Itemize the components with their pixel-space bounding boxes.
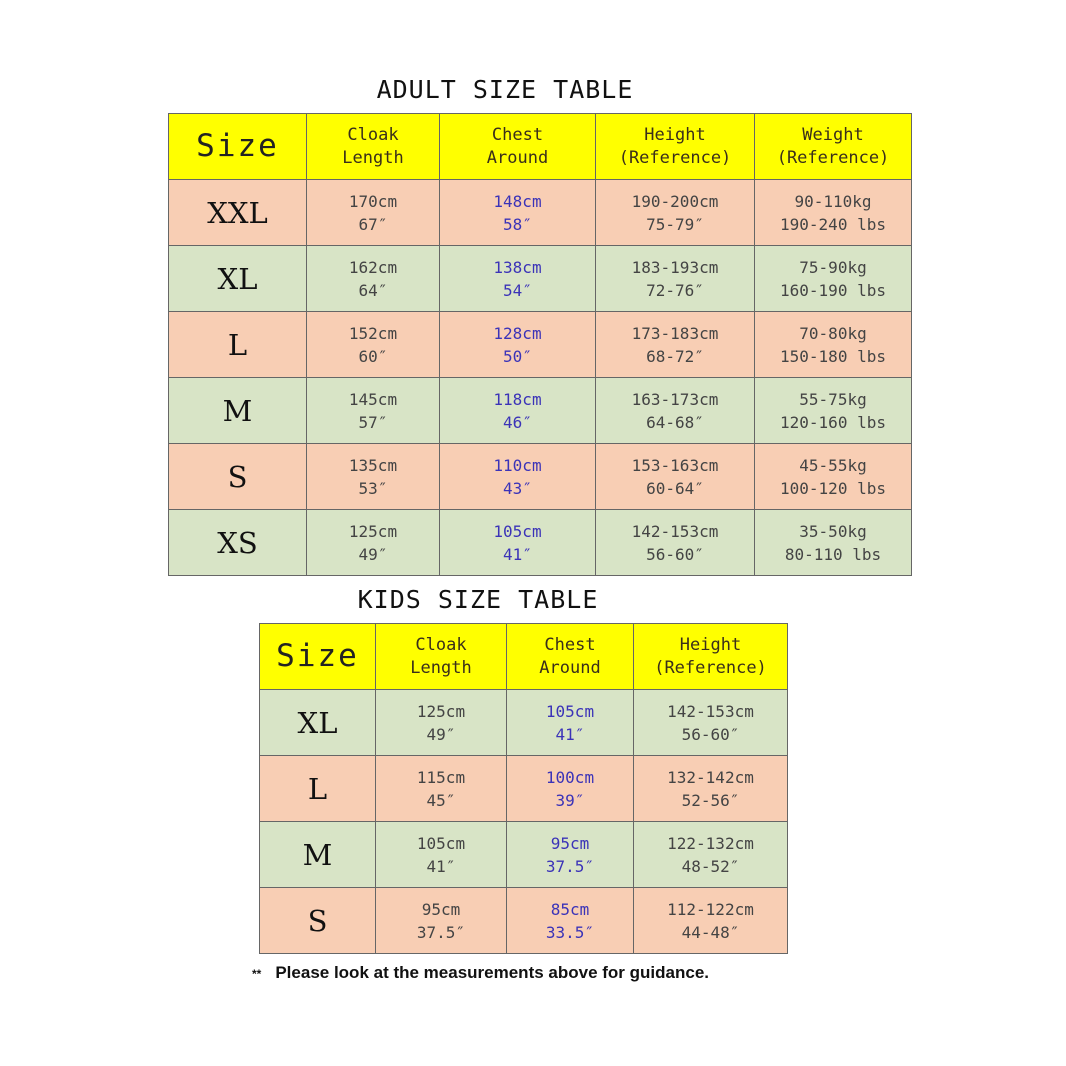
adult-chest-cell: 128cm 50″ (440, 312, 596, 378)
kids-cloak-cell: 105cm 41″ (376, 822, 507, 888)
adult-row-m (169, 378, 912, 444)
adult-cloak-header: Cloak Length (307, 114, 440, 180)
adult-height-cell: 163-173cm 64-68″ (596, 378, 755, 444)
adult-weight-cell: 75-90kg 160-190 lbs (755, 246, 912, 312)
kids-size-cell: M (260, 822, 376, 888)
kids-row-s (260, 888, 788, 954)
kids-size-cell: XL (260, 690, 376, 756)
adult-chest-cell: 110cm 43″ (440, 444, 596, 510)
kids-cloak-header: Cloak Length (376, 624, 507, 690)
kids-height-header: Height (Reference) (634, 624, 788, 690)
adult-height-cell: 183-193cm 72-76″ (596, 246, 755, 312)
kids-size-cell: S (260, 888, 376, 954)
adult-cloak-cell: 135cm 53″ (307, 444, 440, 510)
kids-height-cell: 142-153cm 56-60″ (634, 690, 788, 756)
adult-height-cell: 142-153cm 56-60″ (596, 510, 755, 576)
adult-height-header: Height (Reference) (596, 114, 755, 180)
adult-chest-cell: 118cm 46″ (440, 378, 596, 444)
kids-chest-cell: 100cm 39″ (507, 756, 634, 822)
kids-chest-cell: 85cm 33.5″ (507, 888, 634, 954)
kids-table-title: KIDS SIZE TABLE (357, 585, 599, 614)
kids-cloak-cell: 115cm 45″ (376, 756, 507, 822)
adult-size-cell: XXL (169, 180, 307, 246)
adult-height-cell: 173-183cm 68-72″ (596, 312, 755, 378)
kids-size-header: Size (260, 624, 376, 690)
kids-row-xl (260, 690, 788, 756)
kids-row-l (260, 756, 788, 822)
kids-cloak-cell: 95cm 37.5″ (376, 888, 507, 954)
adult-row-xl (169, 246, 912, 312)
kids-cloak-cell: 125cm 49″ (376, 690, 507, 756)
kids-height-cell: 112-122cm 44-48″ (634, 888, 788, 954)
adult-size-cell: S (169, 444, 307, 510)
adult-weight-cell: 45-55kg 100-120 lbs (755, 444, 912, 510)
adult-weight-header: Weight (Reference) (755, 114, 912, 180)
kids-chest-cell: 95cm 37.5″ (507, 822, 634, 888)
adult-size-table (168, 113, 912, 576)
adult-cloak-cell: 170cm 67″ (307, 180, 440, 246)
adult-row-xxl (169, 180, 912, 246)
note-asterisks: ** (252, 967, 262, 981)
adult-size-cell: L (169, 312, 307, 378)
adult-weight-cell: 70-80kg 150-180 lbs (755, 312, 912, 378)
adult-chest-cell: 138cm 54″ (440, 246, 596, 312)
adult-weight-cell: 35-50kg 80-110 lbs (755, 510, 912, 576)
adult-cloak-cell: 145cm 57″ (307, 378, 440, 444)
adult-chest-cell: 105cm 41″ (440, 510, 596, 576)
adult-header-row (169, 114, 912, 180)
adult-row-l (169, 312, 912, 378)
kids-size-cell: L (260, 756, 376, 822)
kids-row-m (260, 822, 788, 888)
guidance-note (252, 963, 709, 983)
adult-cloak-cell: 162cm 64″ (307, 246, 440, 312)
adult-weight-cell: 90-110kg 190-240 lbs (755, 180, 912, 246)
adult-chest-header: Chest Around (440, 114, 596, 180)
adult-height-cell: 190-200cm 75-79″ (596, 180, 755, 246)
adult-size-cell: M (169, 378, 307, 444)
kids-height-cell: 132-142cm 52-56″ (634, 756, 788, 822)
adult-row-s (169, 444, 912, 510)
adult-size-header: Size (169, 114, 307, 180)
adult-row-xs (169, 510, 912, 576)
kids-chest-cell: 105cm 41″ (507, 690, 634, 756)
adult-size-cell: XL (169, 246, 307, 312)
kids-chest-header: Chest Around (507, 624, 634, 690)
kids-height-cell: 122-132cm 48-52″ (634, 822, 788, 888)
note-text: Please look at the measurements above for guidance. (275, 963, 709, 982)
adult-table-title: ADULT SIZE TABLE (376, 75, 634, 104)
adult-weight-cell: 55-75kg 120-160 lbs (755, 378, 912, 444)
adult-cloak-cell: 125cm 49″ (307, 510, 440, 576)
kids-size-table (259, 623, 788, 954)
adult-chest-cell: 148cm 58″ (440, 180, 596, 246)
adult-height-cell: 153-163cm 60-64″ (596, 444, 755, 510)
kids-header-row (260, 624, 788, 690)
adult-cloak-cell: 152cm 60″ (307, 312, 440, 378)
adult-size-cell: XS (169, 510, 307, 576)
